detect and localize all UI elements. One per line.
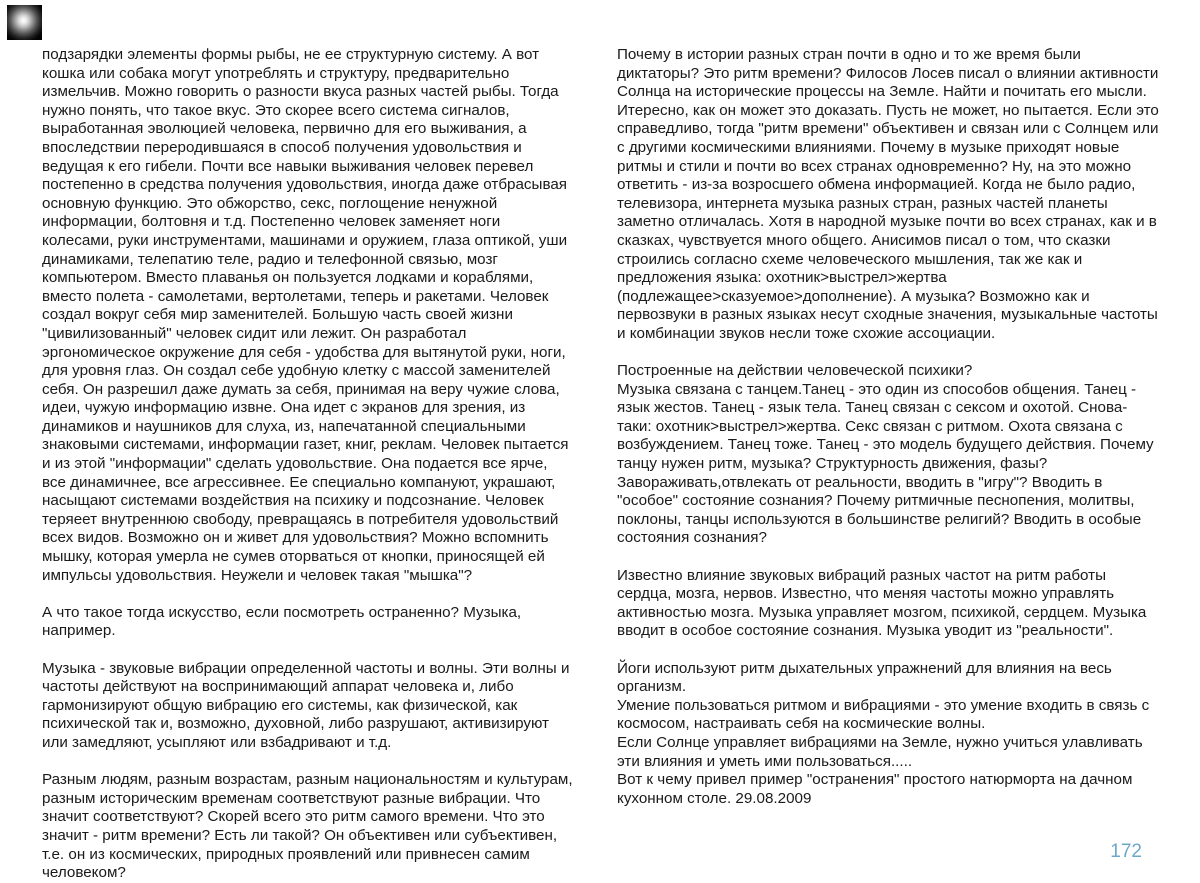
- paragraph: Если Солнце управляет вибрациями на Земле, нужно учиться улавливать эти влияния и уметь ими пользоваться.....: [617, 733, 1147, 770]
- paragraph: Известно влияние звуковых вибраций разных частот на ритм работы сердца, мозга, нервов. Известно, что меняя частоты можно управлять активностью мозга. Музыка управляет мозгом, психикой, сердцем. Музыка вводит в особое состояние сознания. Музыка уводит из "реальности".: [617, 566, 1151, 640]
- paragraph: Построенные на действии человеческой психики?: [617, 362, 973, 380]
- paragraph: Умение пользоваться ритмом и вибрациями - это умение входить в связь с космосом, настраивать себя на космические волны.: [617, 696, 1154, 733]
- paragraph: Почему в истории разных стран почти в одно и то же время были диктаторы? Это ритм времени? Филосов Лосев писал о влиянии активности Солнца на исторические процессы на Земле. Найти и почитать его мысли. Итересно, как он может это доказать. Пусть не может, но пытается. Если это справедливо, тогда "ритм времени" объективен и связан или с Солнцем или с другими космическими влияниями. Почему в музыке приходят новые ритмы и стили и почти во всех странах одновременно? Ну, на это можно ответить - из-за возросшего обмена информацией. Когда не было радио, телевизора, интернета музыка разных стран, разных частей планеты заметно отличалась. Хотя в народной музыке почти во всех странах, как и в сказках, чувствуется много общего. Анисимов писал о том, что сказки строились согласно схеме человеческого мышления, так же как и предложения языка: охотник>выстрел>жертва (подлежащее>сказуемое>дополнение). А музыка? Возможно как и первозвуки в разных языках несут сходные значения, музыкальные частоты и комбинации звуков несли тоже схожие ассоциации.: [617, 46, 1164, 342]
- paragraph: Разным людям, разным возрастам, разным национальностям и культурам, разным историческим временам соответствуют разные вибрации. Что значит соответствуют? Скорей всего это ритм самого времени. Что это значит - ритм времени? Есть ли такой? Он объективен или субъективен, т.е. он из космических, природных проявлений или привнесен самим человеком?: [42, 771, 577, 882]
- paragraph: Музыка - звуковые вибрации определенной частоты и волны. Эти волны и частоты действуют на воспринимающий аппарат человека и, либо гармонизируют общую вибрацию его системы, как физической, как психической так и, возможно, духовной, либо разрушают, активизируют или замедляют, усыпляют или взбадривают и т.д.: [42, 659, 574, 751]
- paragraph: подзарядки элементы формы рыбы, не ее структурную систему. А вот кошка или собака могут употреблять и структуру, предварительно измельчив. Можно говорить о разности вкуса разных частей рыбы. Тогда нужно понять, что такое вкус. Это скорее всего система сигналов, выработанная эволюцией человека, первично для его выживания, а впоследствии переродившаяся в способ получения удовольствия и ведущая к его гибели. Почти все навыки выживания человек перевел постепенно в средства получения удовольствия, иногда даже отбрасывая основную функцию. Это обжорство, секс, поглощение ненужной информации, болтовня и т.д. Постепенно человек заменяет ноги колесами, руки инструментами, машинами и оружием, глаза оптикой, уши динамиками, телепатию теле, радио и телефонной связью, мозг компьютером. Вместо плаванья он пользуется лодками и кораблями, вместо полета - самолетами, вертолетами, теперь и ракетами. Человек создал вокруг себя мир заменителей. Большую часть своей жизни "цивилизованный" человек сидит или лежит. Он разработал эргономическое окружение для себя - удобства для вытянутой руки, ноги, для уровня глаз. Он создал себе удобную клетку с массой заменителей себя. Он разрешил даже думать за себя, принимая на веру чужие слова, идеи, чужую информацию извне. Она идет с экранов для зрения, из динамиков и наушников для слуха, из, напечатанной специальными знаковыми системами, информации газет, книг, реклам. Человек пытается и из этой "информации" сделать удовольствие. Она подается все ярче, все динамичнее, все агрессивнее. Ее специально компануют, украшают, насыщают системами воздействия на психику и подсознание. Человек теряеет внутреннюю свободу, превращаясь в потребителя удовольствий всех видов. Возможно он и живет для удовольствия? Можно вспомнить мышку, которая умерла не сумев оторваться от кнопки, приносящей ей импульсы удовольствия. Неужели и человек такая "мышка"?: [42, 46, 573, 584]
- paragraph: А что такое тогда искусство, если посмотреть остраненно? Музыка, например.: [42, 603, 526, 640]
- page-number: 172: [1110, 841, 1142, 862]
- paragraph: Йоги используют ритм дыхательных упражнений для влияния на весь организм.: [617, 659, 1117, 696]
- right-text-column: [617, 46, 1164, 808]
- paragraph: Музыка связана с танцем.Танец - это один из способов общения. Танец - язык жестов. Танец - язык тела. Танец связан с сексом и охотой. Снова-таки: охотник>выстрел>жертва. Секс связан с ритмом. Охота связана с возбуждением. Танец тоже. Танец - это модель будущего действия. Почему танцу нужен ритм, музыка? Структурность движения, фазы? Завораживать,отвлекать от реальности, вводить в "игру"? Вводить в "особое" состояние сознания? Почему ритмичные песнопения, молитвы, поклоны, танцы используются в большинстве религий? Вводить в особые состояния сознания?: [617, 380, 1158, 547]
- paragraph: Вот к чему привел пример "остранения" простого натюрморта на дачном кухонном столе. 29.08.2009: [617, 771, 1137, 807]
- left-text-column: [42, 46, 577, 883]
